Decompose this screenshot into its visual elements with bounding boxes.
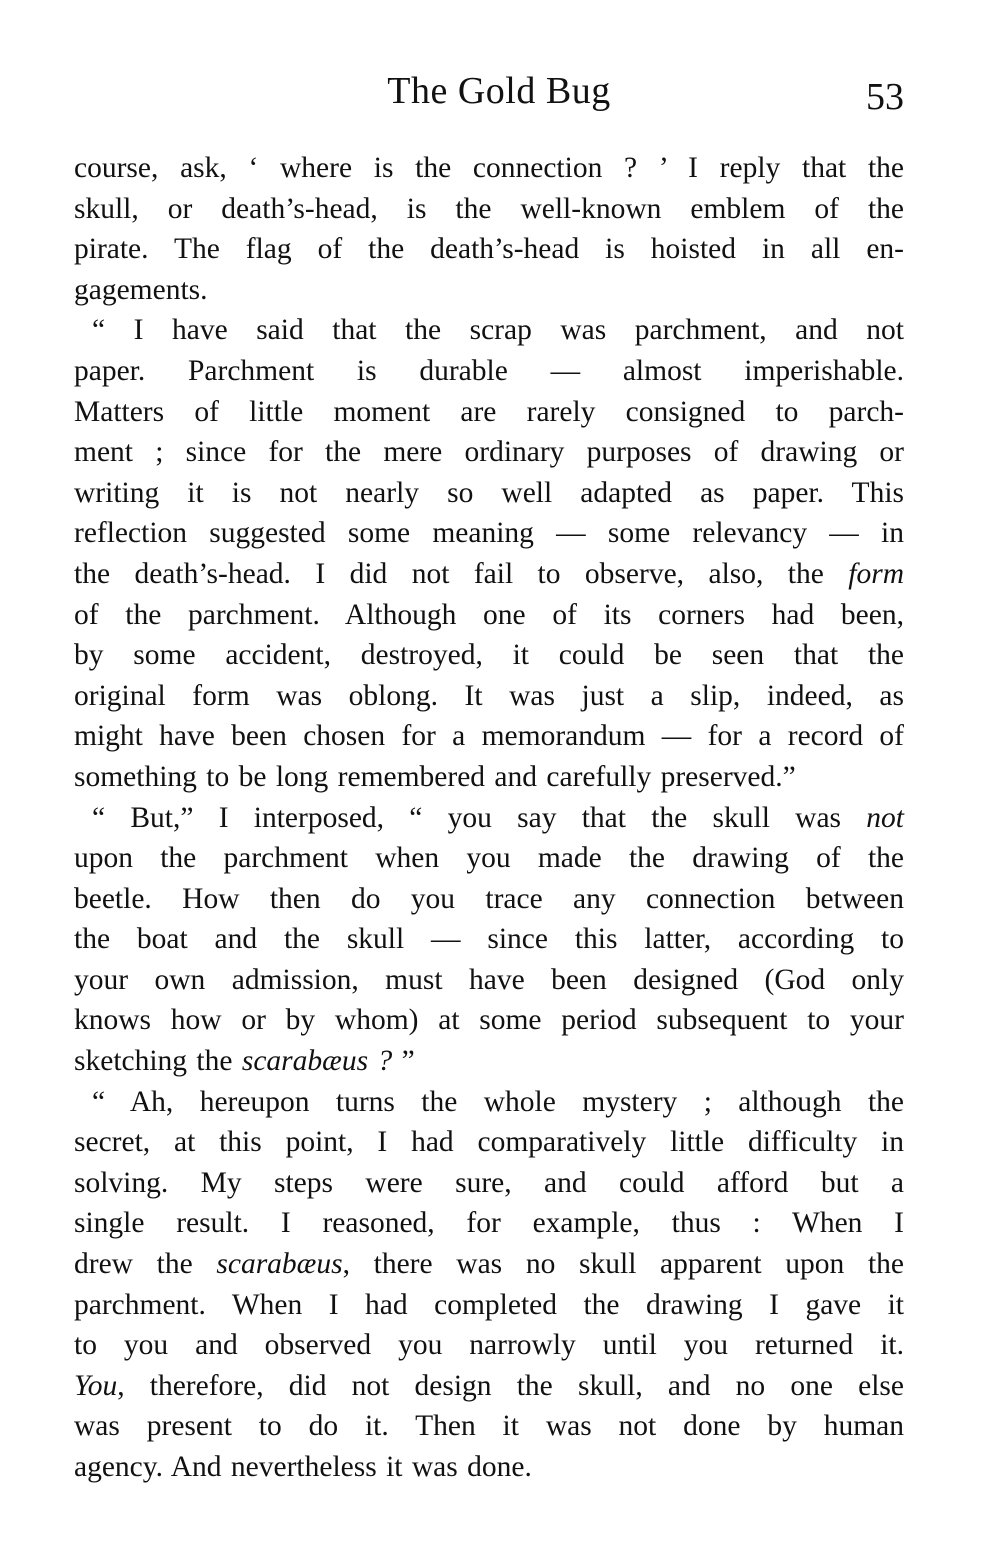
text-run: the boat and the skull — since this latter, according to (74, 923, 904, 956)
text-run: ment ; since for the mere ordinary purposes of drawing or (74, 436, 904, 469)
paragraph (74, 310, 904, 797)
running-head (74, 66, 904, 116)
text-run: upon the parchment when you made the drawing of the (74, 842, 904, 875)
text-run: to you and observed you narrowly until you returned it. (74, 1329, 904, 1362)
text-line (74, 554, 904, 595)
text-run: drew the (74, 1248, 217, 1281)
text-run: paper. Parchment is durable — almost imperishable. (74, 354, 904, 387)
text-line (74, 676, 904, 717)
text-run: “ I have said that the scrap was parchment, and not (92, 314, 904, 347)
text-run: might have been chosen for a memorandum — for a record of (74, 720, 904, 753)
text-line (74, 1000, 904, 1041)
text-line (74, 229, 904, 270)
text-line (74, 716, 904, 757)
text-run: pirate. The flag of the death’s-head is hoisted in all en- (74, 233, 904, 266)
text-line (74, 1447, 904, 1488)
text-run: by some accident, destroyed, it could be seen that the (74, 639, 904, 672)
text-line (74, 879, 904, 920)
text-run: writing it is not nearly so well adapted as paper. This (74, 476, 904, 509)
text-run: , therefore, did not design the skull, and no one else (117, 1369, 904, 1402)
italic-text: scarabæus ? (241, 1045, 393, 1078)
italic-text: not (866, 801, 904, 834)
italic-text: You (74, 1369, 118, 1402)
text-line (74, 798, 904, 839)
text-run: parchment. When I had completed the drawing I gave it (74, 1288, 904, 1321)
text-run: original form was oblong. It was just a slip, indeed, as (74, 679, 904, 712)
text-run: ” (392, 1045, 415, 1078)
text-run: beetle. How then do you trace any connection between (74, 882, 904, 915)
text-run: gagements. (74, 273, 208, 306)
text-line (74, 351, 904, 392)
text-line (74, 1366, 904, 1407)
text-line (74, 635, 904, 676)
text-run: was present to do it. Then it was not done by human (74, 1410, 904, 1443)
text-line (74, 1285, 904, 1326)
text-run: skull, or death’s-head, is the well-known emblem of the (74, 192, 904, 225)
text-line (74, 960, 904, 1001)
paragraph (74, 148, 904, 310)
paragraph (74, 1082, 904, 1488)
text-line (74, 270, 904, 311)
text-run: your own admission, must have been designed (God only (74, 963, 904, 996)
paragraph (74, 798, 904, 1082)
text-run: agency. And nevertheless it was done. (74, 1451, 532, 1483)
text-run: of the parchment. Although one of its corners had been, (74, 598, 904, 631)
text-line (74, 1203, 904, 1244)
text-line (74, 1122, 904, 1163)
text-line (74, 432, 904, 473)
text-run: “ But,” I interposed, “ you say that the skull was (92, 801, 867, 834)
text-run: Matters of little moment are rarely consigned to parch- (74, 395, 904, 428)
text-line (74, 392, 904, 433)
text-run: knows how or by whom) at some period subsequent to your (74, 1004, 904, 1037)
text-line (74, 189, 904, 230)
text-line (74, 757, 904, 798)
text-run: “ Ah, hereupon turns the whole mystery ; although the (92, 1085, 904, 1118)
text-run: the death’s-head. I did not fail to observe, also, the (74, 557, 849, 590)
text-line (74, 513, 904, 554)
text-line (74, 919, 904, 960)
text-line (74, 595, 904, 636)
running-title: The Gold Bug (387, 70, 611, 112)
text-run: course, ask, ‘ where is the connection ? ’ I reply that the (74, 152, 904, 184)
text-run: single result. I reasoned, for example, thus : When I (74, 1207, 904, 1240)
text-run: solving. My steps were sure, and could afford but a (74, 1166, 904, 1199)
body-text (74, 148, 904, 1488)
text-run: something to be long remembered and carefully preserved.” (74, 760, 796, 793)
text-line (74, 1163, 904, 1204)
text-line (74, 1082, 904, 1123)
text-line (74, 838, 904, 879)
text-line (74, 1244, 904, 1285)
italic-text: form (848, 557, 904, 590)
text-line (74, 1325, 904, 1366)
text-line (74, 1041, 904, 1082)
text-run: reflection suggested some meaning — some relevancy — in (74, 517, 904, 550)
text-line (74, 1406, 904, 1447)
page-number: 53 (866, 76, 904, 118)
text-run: sketching the (74, 1045, 242, 1078)
text-run: secret, at this point, I had comparatively little difficulty in (74, 1126, 904, 1159)
text-line (74, 148, 904, 189)
text-line (74, 473, 904, 514)
text-run: , there was no skull apparent upon the (342, 1248, 905, 1281)
text-line (74, 310, 904, 351)
italic-text: scarabæus (216, 1248, 343, 1281)
